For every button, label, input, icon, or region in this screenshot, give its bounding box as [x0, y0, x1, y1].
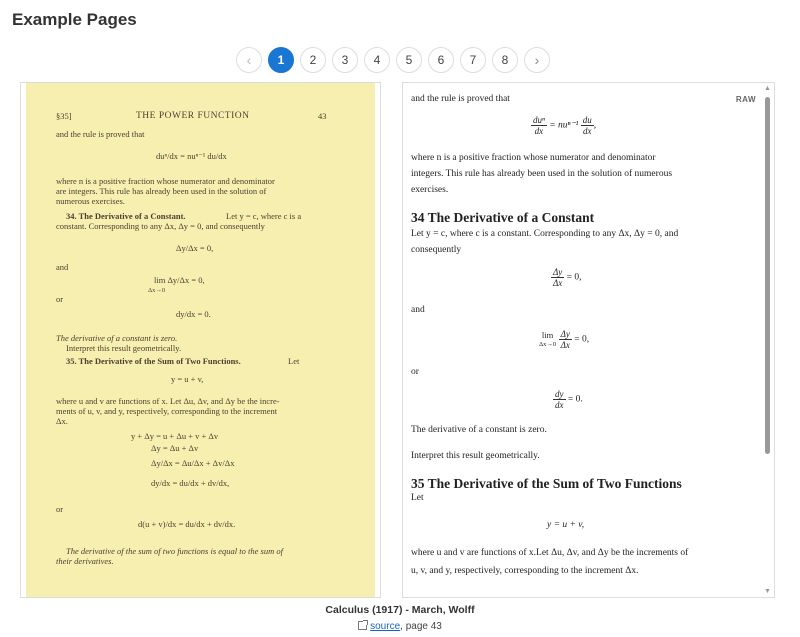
page-button-7[interactable]: 7: [460, 47, 486, 73]
scan-line: where n is a positive fraction whose numerator and denominator: [56, 176, 275, 186]
raw-heading-34: 34 The Derivative of a Constant: [411, 210, 595, 225]
raw-paragraph: or: [411, 367, 419, 377]
scan-line: or: [56, 504, 64, 514]
prev-page-button[interactable]: [236, 47, 262, 73]
raw-paragraph: Interpret this result geometrically.: [411, 451, 540, 461]
raw-paragraph: The derivative of a constant is zero.: [411, 425, 547, 435]
scan-equation: dy/dx = 0.: [176, 309, 211, 319]
page-button-2[interactable]: 2: [300, 47, 326, 73]
raw-paragraph: where u and v are functions of x.Let Δu, Δv, and Δy be the increments of: [411, 548, 689, 558]
scan-line: Let: [288, 356, 300, 366]
external-link-icon: [358, 621, 367, 630]
source-link[interactable]: source: [370, 621, 401, 632]
page-reference: , page 43: [400, 621, 442, 632]
pagination: [236, 47, 550, 73]
raw-paragraph: exercises.: [411, 185, 449, 195]
scan-header-section: §35]: [56, 111, 72, 121]
scan-line: their derivatives.: [56, 556, 114, 566]
scan-equation: d(u + v)/dx = du/dx + dv/dx.: [138, 519, 236, 529]
raw-paragraph: Let y = c, where c is a constant. Corresponding to any Δx, Δy = 0, and: [411, 229, 679, 239]
scan-heading: 34. The Derivative of a Constant.: [66, 211, 186, 221]
scan-equation: Δy/Δx = Δu/Δx + Δv/Δx: [151, 458, 235, 468]
chevron-left-icon: ‹: [246, 52, 252, 68]
book-caption: Calculus (1917) - March, Wolff: [325, 604, 475, 616]
raw-equation: $\frac{\text{duⁿ}}{dx}$ = nuⁿ⁻¹ $\frac{du}{dx}$ ,: [533, 115, 597, 136]
source-line: [0, 621, 800, 632]
raw-equation: y = u + v,: [547, 520, 585, 530]
raw-paragraph: u, v, and y, respectively, corresponding to the increment Δx.: [411, 566, 639, 576]
scan-line: Interpret this result geometrically.: [66, 343, 182, 353]
scan-equation: lim Δy/Δx = 0,: [154, 275, 205, 285]
raw-equation: $\frac{\Delta y}{\Delta x}$ = 0,: [553, 267, 582, 288]
raw-scrollbar[interactable]: [763, 85, 772, 595]
scan-equation: duⁿ/dx = nuⁿ⁻¹ du/dx: [156, 151, 227, 161]
raw-label: RAW: [735, 95, 756, 104]
raw-paragraph: integers. This rule has already been used in the solution of numerous: [411, 169, 673, 179]
chevron-right-icon: ›: [534, 52, 540, 68]
scan-line: are integers. This rule has already been used in the solution of: [56, 186, 267, 196]
scan-line: ments of u, v, and y, respectively, corresponding to the increment: [56, 406, 278, 416]
scan-header-title: THE POWER FUNCTION: [136, 111, 250, 121]
scan-line: Let y = c, where c is a: [226, 211, 302, 221]
raw-paragraph: consequently: [411, 245, 462, 255]
scan-line: where u and v are functions of x. Let Δu, Δv, and Δy be the incre-: [56, 396, 280, 406]
raw-heading-35: 35 The Derivative of the Sum of Two Functions: [411, 476, 682, 491]
scan-equation: dy/dx = du/dx + dv/dx,: [151, 478, 230, 488]
scan-line: The derivative of the sum of two functions is equal to the sum of: [66, 546, 283, 556]
page-button-6[interactable]: 6: [428, 47, 454, 73]
scroll-up-arrow-icon[interactable]: ▲: [764, 85, 771, 92]
raw-paragraph: and the rule is proved that: [411, 94, 510, 104]
scanned-page-panel: [20, 82, 381, 598]
scan-equation: Δy/Δx = 0,: [176, 243, 214, 253]
scan-line: and the rule is proved that: [56, 129, 145, 139]
raw-paragraph: Let: [411, 493, 424, 503]
scan-equation-subscript: Δx→0: [148, 287, 166, 294]
scan-line: Δx.: [56, 416, 68, 426]
scan-line: constant. Corresponding to any Δx, Δy = 0, and consequently: [56, 221, 265, 231]
scan-equation: y + Δy = u + Δu + v + Δv: [131, 431, 219, 441]
scrollbar-thumb[interactable]: [765, 97, 770, 454]
raw-paragraph: where n is a positive fraction whose numerator and denominator: [411, 153, 656, 163]
scan-line: The derivative of a constant is zero.: [56, 333, 178, 343]
scan-header-page: 43: [318, 111, 327, 121]
page-button-4[interactable]: 4: [364, 47, 390, 73]
scan-line: or: [56, 294, 64, 304]
raw-equation: $\frac{dy}{dx}$ = 0.: [555, 389, 583, 410]
scan-heading: 35. The Derivative of the Sum of Two Functions.: [66, 356, 241, 366]
page-button-1[interactable]: 1: [268, 47, 294, 73]
raw-text-panel[interactable]: [402, 82, 775, 598]
scan-line: and: [56, 262, 69, 272]
page-button-5[interactable]: 5: [396, 47, 422, 73]
raw-paragraph: and: [411, 305, 425, 315]
scroll-down-arrow-icon[interactable]: ▼: [764, 588, 771, 595]
page-button-8[interactable]: 8: [492, 47, 518, 73]
scan-equation: Δy = Δu + Δv: [151, 443, 199, 453]
page-button-3[interactable]: 3: [332, 47, 358, 73]
scanned-page-image: [26, 83, 375, 598]
raw-equation: lim Δx→0 $\frac{\Delta y}{\Delta x}$ = 0,: [539, 329, 590, 350]
scan-line: numerous exercises.: [56, 196, 125, 206]
next-page-button[interactable]: [524, 47, 550, 73]
page-title: Example Pages: [12, 10, 137, 29]
scan-equation: y = u + v,: [171, 374, 204, 384]
